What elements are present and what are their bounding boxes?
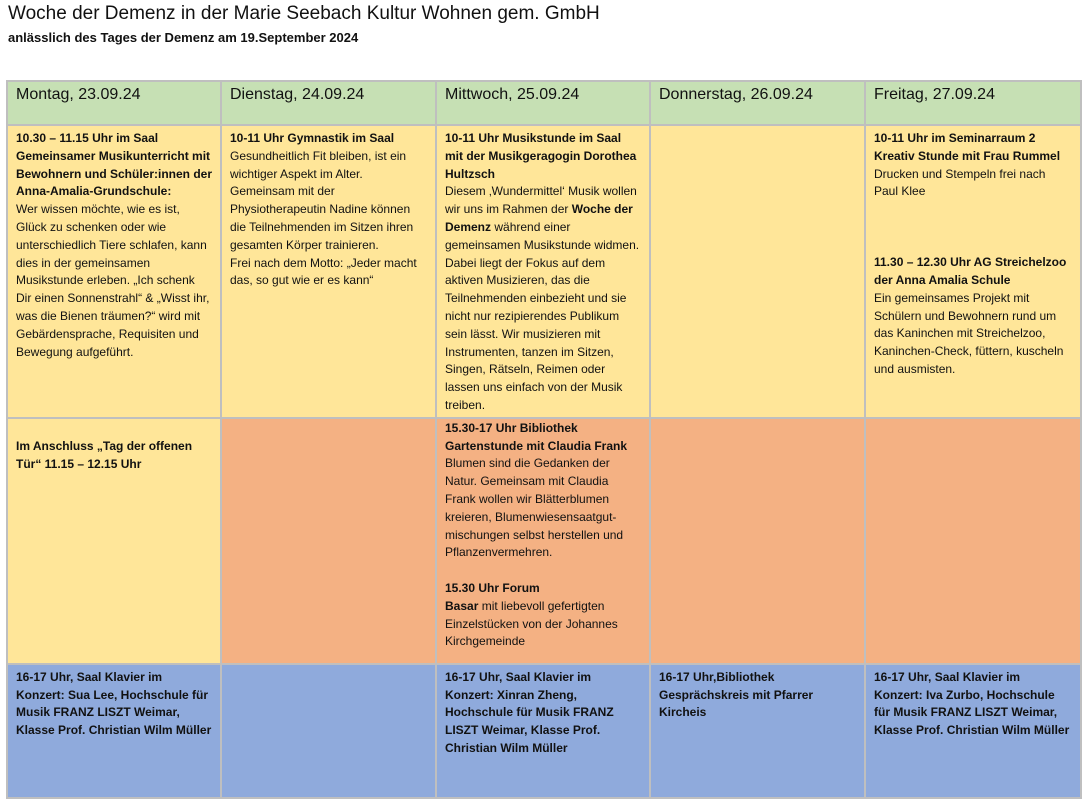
event-title: 10-11 Uhr im Seminarraum 2 Kreativ Stunde mit Frau Rummel (874, 131, 1061, 163)
cell-tuesday-morning (221, 125, 436, 418)
event-title: 10-11 Uhr Musikstunde im Saal mit der Musikgeragogin Dorothea Hultzsch (445, 131, 637, 181)
event-description: Drucken und Stempeln frei nach Paul Klee (874, 166, 1046, 199)
cell-wednesday-afternoon (436, 418, 650, 664)
page-title: Woche der Demenz in der Marie Seebach Kultur Wohnen gem. GmbH (8, 3, 600, 24)
event-title: 10.30 – 11.15 Uhr im Saal Gemeinsamer Musikunterricht mit Bewohnern und Schüler:innen der Anna-Amalia-Grundschule: (16, 131, 213, 199)
afternoon-row (7, 418, 1081, 664)
cell-thursday-evening: 16-17 Uhr,Bibliothek Gesprächskreis mit Pfarrer Kircheis (650, 664, 865, 798)
event-description-part-a: Diesem ‚Wundermittel‘ Musik wollen wir uns im Rahmen der (445, 184, 637, 217)
cell-thursday-afternoon (650, 418, 865, 664)
event-title: Im Anschluss „Tag der offenen Tür“ 11.15 – 12.15 Uhr (16, 438, 193, 471)
event-motto: Frei nach dem Motto: „Jeder macht das, so gut wie er es kann“ (230, 255, 417, 288)
event-description: Blumen sind die Gedanken der Natur. Gemeinsam mit Claudia Frank wollen wir Blätterblumen kreieren, Blumenwiesensaatgut-mischungen selbst herstellen und Pflanzenvermehren. (445, 456, 624, 560)
cell-monday-evening: 16-17 Uhr, Saal Klavier im Konzert: Sua Lee, Hochschule für Musik FRANZ LISZT Weimar, Klasse Prof. Christian Wilm Müller (7, 664, 221, 798)
event-title: 15.30-17 Uhr Bibliothek Gartenstunde mit Claudia Frank (445, 420, 628, 453)
cell-friday-afternoon (865, 418, 1081, 664)
event-description: Ein gemeinsames Projekt mit Schülern und Bewohnern rund um das Kaninchen mit Streichelzoo, Kaninchen-Check, füttern, kuscheln und ausmisten. (874, 290, 1064, 376)
day-header-row (7, 81, 1081, 125)
cell-wednesday-morning (436, 125, 650, 418)
event-description: Gesundheitlich Fit bleiben, ist ein wichtiger Aspekt im Alter. Gemeinsam mit der Physiotherapeutin Nadine können die Teilnehmenden im Sitzen ihren gesamten Körper trainieren. (230, 148, 414, 252)
event-title: 11.30 – 12.30 Uhr AG Streichelzoo der Anna Amalia Schule (874, 255, 1067, 287)
cell-monday-afternoon (7, 418, 221, 664)
evening-row (7, 664, 1081, 798)
event-title: 10-11 Uhr Gymnastik im Saal (230, 131, 395, 145)
cell-monday-morning (7, 125, 221, 418)
morning-row (7, 125, 1081, 418)
page-subtitle: anlässlich des Tages der Demenz am 19.September 2024 (8, 30, 359, 45)
event-highlight: Basar (445, 598, 479, 613)
day-header-tuesday: Dienstag, 24.09.24 (221, 81, 436, 125)
cell-friday-evening: 16-17 Uhr, Saal Klavier im Konzert: Iva Zurbo, Hochschule für Musik FRANZ LISZT Weimar, Klasse Prof. Christian Wilm Müller (865, 664, 1081, 798)
event-description: Wer wissen möchte, wie es ist, Glück zu schenken oder wie unterschiedlich Tiere schlafen, kann dies in der gemeinsamen Musikstunde erleben. „Ich schenk Dir einen Sonnenstrahl“ & „Wisst ihr, was die Bienen träumen?“ wird mit Gebärdensprache, Requisiten und Bewegung aufgeführt. (16, 202, 210, 359)
week-schedule-table (6, 80, 1082, 799)
cell-wednesday-evening: 16-17 Uhr, Saal Klavier im Konzert: Xinran Zheng, Hochschule für Musik FRANZ LISZT Weimar, Klasse Prof. Christian Wilm Müller (436, 664, 650, 798)
event-description-part-b: während einer gemeinsamen Musikstunde widmen. Dabei liegt der Fokus auf dem aktiven Musizieren, das die Teilnehmenden einbezieht und sie nicht nur rezipierendes Publikum sein lässt. Wir musizieren mit Instrumenten, tanzen im Sitzen, Singen, Rätseln, Reimen oder lassen uns einfach von der Musik treiben. (445, 219, 640, 412)
event-description: mit liebevoll gefertigten Einzelstücken von der Johannes Kirchgemeinde (445, 598, 618, 649)
cell-tuesday-afternoon (221, 418, 436, 664)
day-header-friday: Freitag, 27.09.24 (865, 81, 1081, 125)
day-header-wednesday: Mittwoch, 25.09.24 (436, 81, 650, 125)
event-highlight: Woche der Demenz (445, 202, 633, 234)
day-header-monday: Montag, 23.09.24 (7, 81, 221, 125)
event-title: 15.30 Uhr Forum (445, 580, 540, 595)
day-header-thursday: Donnerstag, 26.09.24 (650, 81, 865, 125)
cell-tuesday-evening (221, 664, 436, 798)
cell-thursday-morning (650, 125, 865, 418)
cell-friday-morning (865, 125, 1081, 418)
